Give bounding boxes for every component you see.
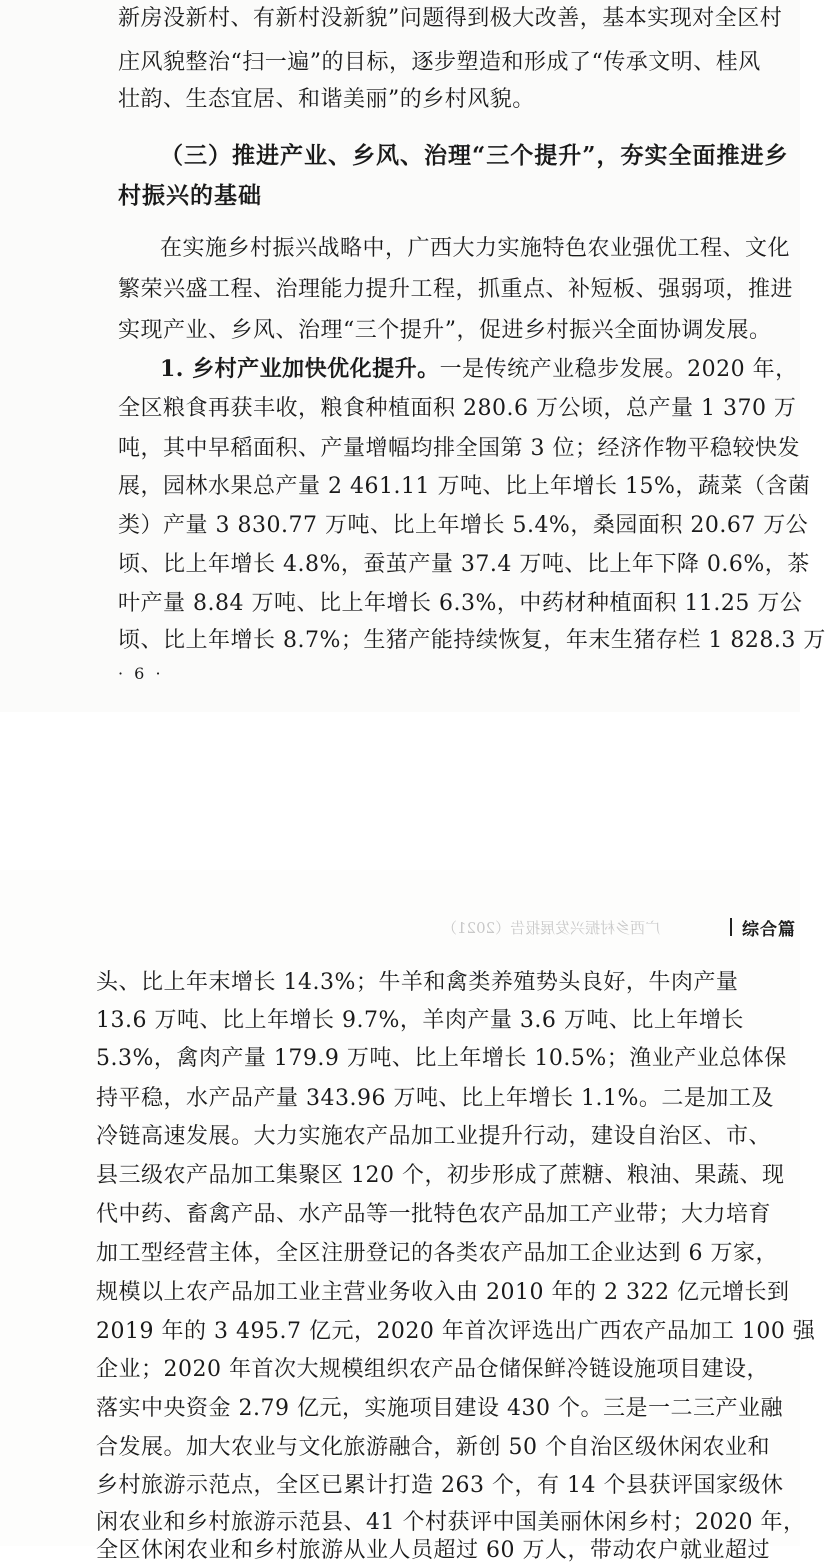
text-line: 展，园林水果总产量 2 461.11 万吨、比上年增长 15%，蔬菜（含菌 [118, 474, 811, 499]
text-line: 加工型经营主体，全区注册登记的各类农产品加工企业达到 6 万家， [96, 1241, 778, 1266]
page-number: · 6 · [118, 664, 164, 683]
text-line: 头、比上年末增长 14.3%；牛羊和禽类养殖势头良好，牛肉产量 [96, 970, 739, 995]
text-line: 规模以上农产品加工业主营业务收入由 2010 年的 2 322 亿元增长到 [96, 1280, 790, 1305]
text-line: 5.3%，禽肉产量 179.9 万吨、比上年增长 10.5%；渔业产业总体保 [96, 1046, 787, 1071]
text-line: 企业；2020 年首次大规模组织农产品仓储保鲜冷链设施项目建设， [96, 1357, 769, 1382]
text-line: 2019 年的 3 495.7 亿元，2020 年首次评选出广西农产品加工 100 强 [96, 1319, 816, 1344]
header-divider [730, 918, 732, 936]
item-title-rest: 一是传统产业稳步发展。2020 年， [439, 357, 798, 382]
text-line: 闲农业和乡村旅游示范县、41 个村获评中国美丽休闲乡村；2020 年， [96, 1510, 806, 1535]
text-line: 13.6 万吨、比上年增长 9.7%，羊肉产量 3.6 万吨、比上年增长 [96, 1008, 744, 1033]
section-heading-line: （三）推进产业、乡风、治理“三个提升”，夯实全面推进乡 [160, 142, 789, 169]
text-line: 叶产量 8.84 万吨、比上年增长 6.3%，中药材种植面积 11.25 万公 [118, 591, 803, 616]
text-line: 全区粮食再获丰收，粮食种植面积 280.6 万公顷，总产量 1 370 万 [118, 396, 797, 421]
text-line: 新房没新村、有新村没新貌”问题得到极大改善，基本实现对全区村 [118, 6, 783, 31]
page-gap [0, 712, 800, 870]
text-line: 全区休闲农业和乡村旅游从业人员超过 60 万人，带动农户就业超过 [96, 1538, 770, 1563]
text-line: 繁荣兴盛工程、治理能力提升工程，抓重点、补短板、强弱项，推进 [118, 277, 794, 302]
text-line: 吨，其中早稻面积、产量增幅均排全国第 3 位；经济作物平稳较快发 [118, 436, 800, 461]
text-line: 顷、比上年增长 4.8%，蚕茧产量 37.4 万吨、比上年下降 0.6%，茶 [118, 552, 810, 577]
text-line: 乡村旅游示范点，全区已累计打造 263 个，有 14 个县获评国家级休 [96, 1473, 784, 1498]
upper-book-page [0, 0, 826, 712]
item-title: 1. 乡村产业加快优化提升。 [160, 356, 440, 382]
section-title: 综合篇 [742, 919, 796, 940]
text-line: 县三级农产品加工集聚区 120 个，初步形成了蔗糖、粮油、果蔬、现 [96, 1163, 785, 1188]
text-line: 落实中央资金 2.79 亿元，实施项目建设 430 个。三是一二三产业融 [96, 1396, 783, 1421]
text-line: 顷、比上年增长 8.7%；生猪产能持续恢复，年末生猪存栏 1 828.3 万 [118, 628, 826, 653]
text-line: 在实施乡村振兴战略中，广西大力实施特色农业强优工程、文化 [160, 236, 791, 261]
text-line: 类）产量 3 830.77 万吨、比上年增长 5.4%，桑园面积 20.67 万公 [118, 513, 809, 538]
text-line: 持平稳，水产品产量 343.96 万吨、比上年增长 1.1%。二是加工及 [96, 1086, 774, 1111]
text-line: 代中药、畜禽产品、水产品等一批特色农产品加工产业带；大力培育 [96, 1202, 772, 1227]
section-heading-line: 村振兴的基础 [118, 182, 262, 209]
text-line: 庄风貌整治“扫一遍”的目标，逐步塑造和形成了“传承文明、桂风 [118, 50, 761, 75]
text-line: 冷链高速发展。大力实施农产品加工业提升行动，建设自治区、市、 [96, 1124, 772, 1149]
bleed-through-text: 广西乡村振兴发展报告（2021） [441, 918, 660, 937]
running-header [442, 912, 800, 942]
text-line: 实现产业、乡风、治理“三个提升”，促进乡村振兴全面协调发展。 [118, 318, 772, 343]
text-line: 合发展。加大农业与文化旅游融合，新创 50 个自治区级休闲农业和 [96, 1435, 770, 1460]
item-first-line [160, 352, 798, 387]
text-line: 壮韵、生态宜居、和谐美丽”的乡村风貌。 [118, 87, 535, 112]
lower-book-page [0, 870, 816, 1563]
